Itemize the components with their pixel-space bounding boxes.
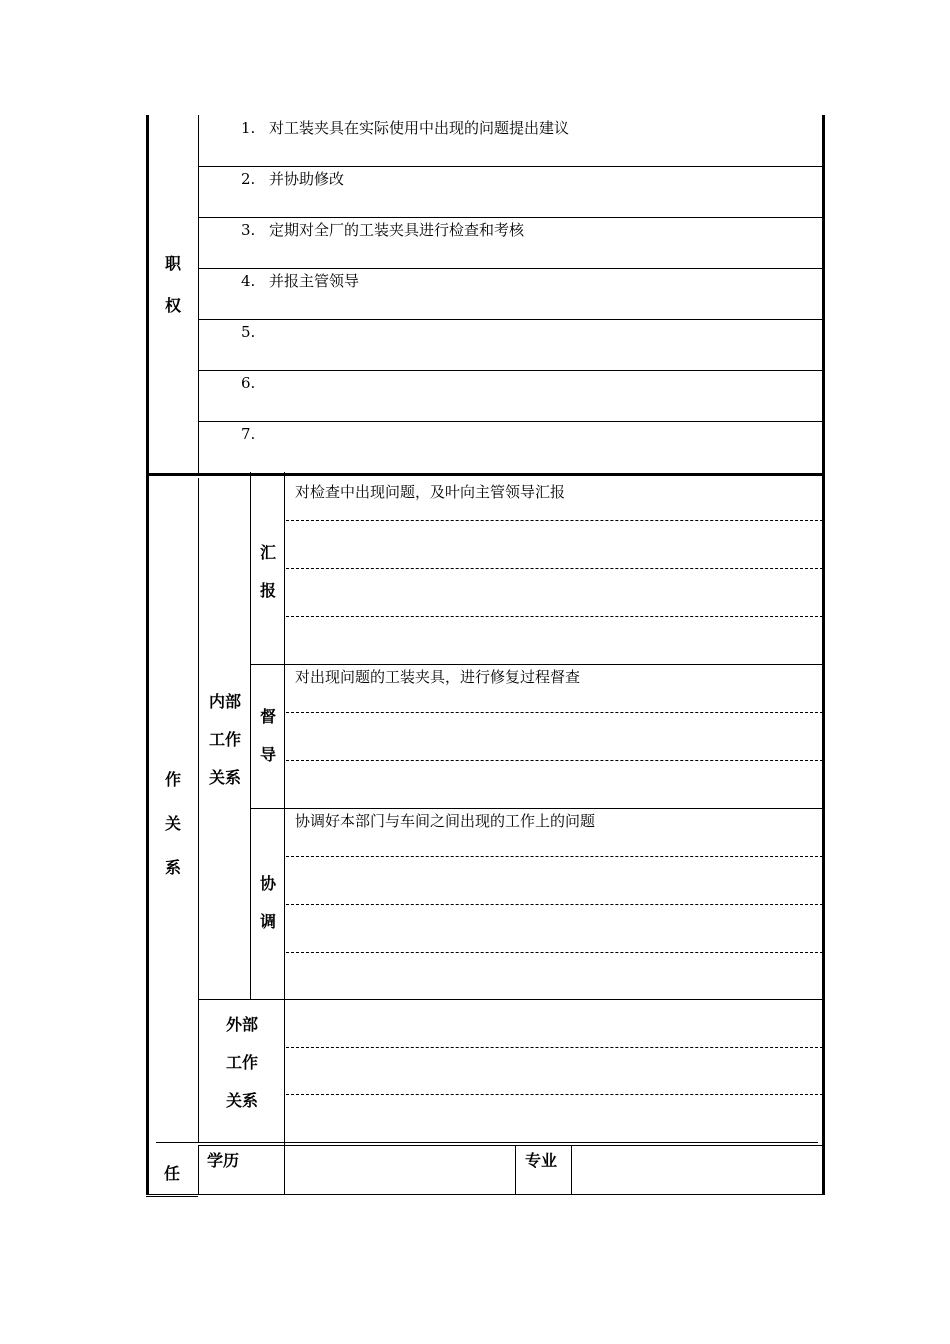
- relations-label-char: 系: [164, 858, 181, 877]
- report-dashed-line: [286, 520, 823, 521]
- coordinate-dashed-line: [286, 856, 823, 857]
- coordinate-dashed-line: [286, 952, 823, 953]
- qualifications-top-line: [156, 1142, 818, 1143]
- authority-item: [241, 272, 359, 290]
- supervise-label-char: 督: [259, 707, 276, 726]
- qualifications-top-line-2: [198, 1145, 823, 1146]
- supervise-bottom-line: [250, 808, 823, 809]
- major-label: 专业: [525, 1151, 558, 1170]
- relations-label-char: 关: [164, 814, 181, 833]
- report-label-char: 汇: [259, 543, 276, 562]
- item-number: 3.: [241, 221, 256, 239]
- item-number: 4.: [241, 272, 256, 290]
- education-label: 学历: [207, 1151, 240, 1170]
- outer-right-border: [822, 115, 825, 1195]
- report-label-char: 报: [259, 581, 276, 600]
- item-number: 5.: [241, 323, 256, 341]
- external-dashed-line: [286, 1047, 823, 1048]
- authority-item: [241, 170, 344, 188]
- item-text: 定期对全厂的工装夹具进行检查和考核: [269, 221, 525, 239]
- supervise-label: [252, 698, 284, 774]
- authority-item: [241, 425, 269, 443]
- authority-item: [241, 221, 524, 239]
- authority-label-char: 权: [164, 296, 181, 315]
- item-number: 1.: [241, 119, 256, 137]
- coordinate-label: [252, 865, 284, 941]
- bottom-line: [146, 1194, 825, 1195]
- report-dashed-line: [286, 568, 823, 569]
- qual-col-divider: [515, 1145, 516, 1195]
- authority-row-line: [198, 268, 823, 269]
- authority-row-line: [198, 370, 823, 371]
- report-dashed-line: [286, 616, 823, 617]
- authority-label: [156, 254, 190, 316]
- coordinate-text: 协调好本部门与车间之间出现的工作上的问题: [295, 812, 596, 830]
- relations-label: [156, 770, 190, 878]
- qual-col-divider: [571, 1145, 572, 1195]
- major-value-field[interactable]: [573, 1147, 821, 1193]
- relations-label-divider: [198, 478, 199, 1143]
- qualifications-label: 任: [164, 1164, 181, 1183]
- internal-label-line: 关系: [208, 768, 241, 787]
- internal-subcol-divider: [250, 472, 251, 999]
- external-label-line: 工作: [225, 1053, 258, 1072]
- external-label-line: 关系: [225, 1091, 258, 1110]
- outer-left-border: [146, 115, 149, 1195]
- report-text: 对检查中出现问题，及叶向主管领导汇报: [295, 483, 566, 501]
- supervise-dashed-line: [286, 760, 823, 761]
- item-text: 并协助修改: [269, 170, 345, 188]
- authority-item: [241, 323, 269, 341]
- external-relations-label: [200, 1006, 284, 1120]
- item-number: 2.: [241, 170, 256, 188]
- supervise-dashed-line: [286, 712, 823, 713]
- coordinate-label-char: 调: [259, 912, 276, 931]
- authority-item: [241, 119, 569, 137]
- internal-label-line: 内部: [208, 692, 241, 711]
- coordinate-label-char: 协: [259, 874, 276, 893]
- item-number: 7.: [241, 425, 256, 443]
- authority-row-line: [198, 319, 823, 320]
- report-bottom-line: [250, 664, 823, 665]
- authority-row-line: [198, 166, 823, 167]
- item-number: 6.: [241, 374, 256, 392]
- item-text: 对工装夹具在实际使用中出现的问题提出建议: [269, 119, 570, 137]
- authority-row-line: [198, 217, 823, 218]
- coordinate-dashed-line: [286, 904, 823, 905]
- external-dashed-line: [286, 1094, 823, 1095]
- authority-row-line: [198, 421, 823, 422]
- external-label-line: 外部: [225, 1015, 258, 1034]
- bottom-left-tail: [146, 1196, 198, 1197]
- supervise-text: 对出现问题的工装夹具，进行修复过程督查: [295, 668, 581, 686]
- relations-label-char: 作: [164, 770, 181, 789]
- internal-bottom-line: [198, 999, 823, 1000]
- report-label: [252, 534, 284, 610]
- authority-label-char: 职: [164, 254, 181, 273]
- supervise-label-char: 导: [259, 745, 276, 764]
- item-text: 并报主管领导: [269, 272, 360, 290]
- internal-content-divider: [284, 472, 285, 1194]
- education-value-field[interactable]: [286, 1147, 514, 1193]
- qual-label-divider: [198, 1145, 199, 1195]
- internal-relations-label: [200, 683, 250, 797]
- authority-item: [241, 374, 269, 392]
- internal-label-line: 工作: [208, 730, 241, 749]
